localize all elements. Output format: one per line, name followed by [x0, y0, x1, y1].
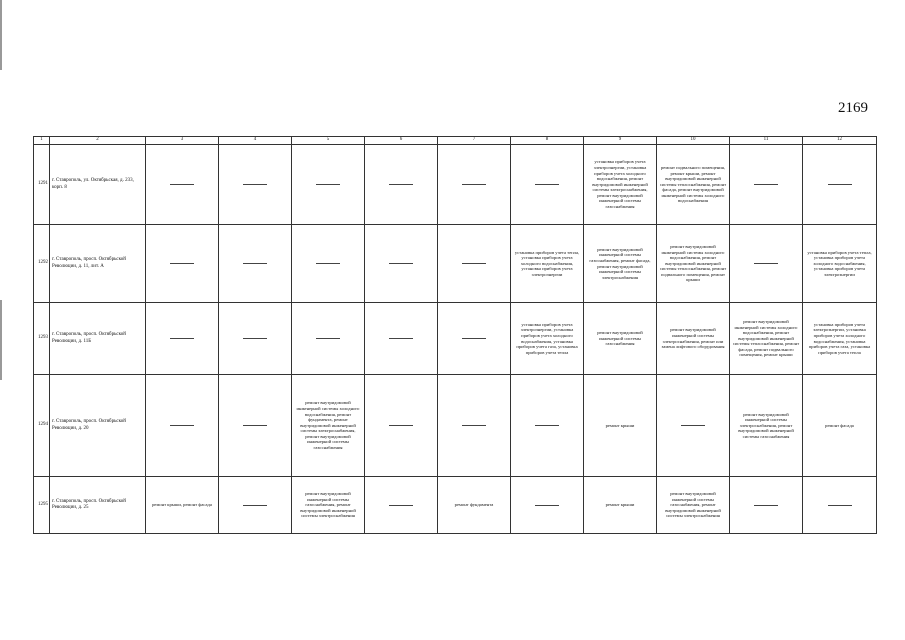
dash-line	[243, 184, 267, 185]
row-number: 1294	[34, 375, 50, 477]
dash-line	[243, 263, 267, 264]
dash-line	[754, 184, 778, 185]
column-number-cell: 7	[438, 137, 511, 145]
empty-dash-cell	[292, 145, 365, 225]
column-number-cell: 4	[219, 137, 292, 145]
dash-line	[170, 263, 194, 264]
empty-dash-cell	[438, 303, 511, 375]
empty-dash-cell	[730, 225, 803, 303]
column-number-cell: 2	[50, 137, 146, 145]
empty-dash-cell	[511, 375, 584, 477]
scan-edge-middle	[0, 300, 2, 380]
dash-line	[535, 184, 559, 185]
empty-dash-cell	[438, 375, 511, 477]
column-number-cell: 3	[146, 137, 219, 145]
dash-line	[389, 263, 413, 264]
column-number-row	[34, 137, 877, 145]
dash-line	[316, 338, 340, 339]
work-type-cell: установка приборов учета тепла, установка приборов учета холодного водоснабжения, установка приборов учета электроэнергии	[803, 225, 877, 303]
dash-line	[462, 338, 486, 339]
empty-dash-cell	[438, 225, 511, 303]
work-type-cell: ремонт фундамента	[438, 477, 511, 534]
column-number-cell: 12	[803, 137, 877, 145]
column-number-cell: 10	[657, 137, 730, 145]
dash-line	[170, 338, 194, 339]
empty-dash-cell	[511, 145, 584, 225]
empty-dash-cell	[365, 477, 438, 534]
work-type-cell: установка приборов учета тепла, установка приборов учета холодного водоснабжения, установка приборов учета электроэнергии	[511, 225, 584, 303]
dash-line	[316, 184, 340, 185]
address-cell: г. Ставрополь, просп. Октябрьской Революции, д. 11Б	[50, 303, 146, 375]
row-number: 1295	[34, 477, 50, 534]
empty-dash-cell	[438, 145, 511, 225]
table-row	[34, 375, 877, 477]
empty-dash-cell	[365, 145, 438, 225]
dash-line	[535, 425, 559, 426]
empty-dash-cell	[146, 375, 219, 477]
address-cell: г. Ставрополь, просп. Октябрьской Революции, д. 11, лит. А	[50, 225, 146, 303]
scan-edge-top	[0, 0, 2, 70]
work-type-cell: ремонт внутридомовой инженерной системы холодного водоснабжения, ремонт внутридомовой инженерной системы теплоснабжения, ремонт фасада, ремонт подвального помещения, ремонт крыши	[730, 303, 803, 375]
empty-dash-cell	[730, 145, 803, 225]
work-type-cell: ремонт внутридомовой инженерной системы электроснабжения, ремонт или замена лифтового оборудования	[657, 303, 730, 375]
empty-dash-cell	[365, 303, 438, 375]
empty-dash-cell	[803, 477, 877, 534]
dash-line	[828, 184, 852, 185]
dash-line	[389, 184, 413, 185]
work-type-cell: ремонт внутридомовой инженерной системы холодного водоснабжения, ремонт внутридомовой инженерной системы теплоснабжения, ремонт подвального помещения, ремонт крыши	[657, 225, 730, 303]
empty-dash-cell	[365, 225, 438, 303]
work-type-cell: ремонт внутридомовой инженерной системы холодного водоснабжения, ремонт фундамента, ремонт внутридомовой инженерной системы электроснабжения, ремонт внутридомовой инженерной системы газоснабжения	[292, 375, 365, 477]
empty-dash-cell	[219, 375, 292, 477]
dash-line	[462, 263, 486, 264]
dash-line	[681, 425, 705, 426]
register-table	[33, 136, 877, 534]
column-number-cell: 8	[511, 137, 584, 145]
empty-dash-cell	[146, 225, 219, 303]
dash-line	[389, 338, 413, 339]
dash-line	[170, 425, 194, 426]
dash-line	[243, 338, 267, 339]
address-cell: г. Ставрополь, просп. Октябрьской Революции, д. 25	[50, 477, 146, 534]
table-row	[34, 225, 877, 303]
dash-line	[243, 425, 267, 426]
dash-line	[462, 425, 486, 426]
row-number: 1293	[34, 303, 50, 375]
dash-line	[389, 505, 413, 506]
address-cell: г. Ставрополь, ул. Октябрьская, д. 233, корп. 8	[50, 145, 146, 225]
column-number-cell: 9	[584, 137, 657, 145]
column-number-cell: 11	[730, 137, 803, 145]
work-type-cell: ремонт внутридомовой инженерной системы электроснабжения, ремонт внутридомовой инженерной системы газоснабжения	[730, 375, 803, 477]
work-type-cell: ремонт крыши, ремонт фасада	[146, 477, 219, 534]
empty-dash-cell	[292, 225, 365, 303]
work-type-cell: ремонт внутридомовой инженерной системы газоснабжения, ремонт внутридомовой инженерной системы электроснабжения	[292, 477, 365, 534]
dash-line	[170, 184, 194, 185]
row-number: 1291	[34, 145, 50, 225]
register-table-body	[34, 137, 877, 534]
empty-dash-cell	[365, 375, 438, 477]
empty-dash-cell	[292, 303, 365, 375]
dash-line	[754, 263, 778, 264]
dash-line	[828, 505, 852, 506]
empty-dash-cell	[730, 477, 803, 534]
table-row	[34, 477, 877, 534]
row-number: 1292	[34, 225, 50, 303]
empty-dash-cell	[803, 145, 877, 225]
dash-line	[316, 263, 340, 264]
work-type-cell: ремонт крыши	[584, 375, 657, 477]
empty-dash-cell	[146, 145, 219, 225]
page-number: 2169	[838, 100, 868, 116]
dash-line	[243, 505, 267, 506]
empty-dash-cell	[511, 477, 584, 534]
work-type-cell: ремонт внутридомовой инженерной системы газоснабжения	[584, 303, 657, 375]
table-row	[34, 303, 877, 375]
column-number-cell: 6	[365, 137, 438, 145]
work-type-cell: установка приборов учета электроэнергии, установка приборов учета холодного водоснабжения, установка приборов учета газа, установка приборов учета тепла	[803, 303, 877, 375]
empty-dash-cell	[219, 225, 292, 303]
work-type-cell: ремонт крыши	[584, 477, 657, 534]
empty-dash-cell	[146, 303, 219, 375]
address-cell: г. Ставрополь, просп. Октябрьской Революции, д. 20	[50, 375, 146, 477]
work-type-cell: ремонт внутридомовой инженерной системы газоснабжения, ремонт фасада, ремонт внутридомовой инженерной системы электроснабжения	[584, 225, 657, 303]
empty-dash-cell	[657, 375, 730, 477]
work-type-cell: ремонт внутридомовой инженерной системы газоснабжения, ремонт внутридомовой инженерной системы электроснабжения	[657, 477, 730, 534]
dash-line	[535, 505, 559, 506]
empty-dash-cell	[219, 477, 292, 534]
dash-line	[754, 505, 778, 506]
work-type-cell: установка приборов учета электроэнергии, установка приборов учета холодного водоснабжения, ремонт внутридомовой инженерной системы электроснабжения, ремонт внутридомовой инженерной системы газоснабжения	[584, 145, 657, 225]
dash-line	[389, 425, 413, 426]
work-type-cell: ремонт фасада	[803, 375, 877, 477]
column-number-cell: 5	[292, 137, 365, 145]
dash-line	[462, 184, 486, 185]
empty-dash-cell	[219, 145, 292, 225]
work-type-cell: ремонт подвального помещения, ремонт крыши, ремонт внутридомовой инженерной системы теплоснабжения, ремонт фасада, ремонт внутридомовой инженерной системы холодного водоснабжения	[657, 145, 730, 225]
empty-dash-cell	[219, 303, 292, 375]
work-type-cell: установка приборов учета электроэнергии, установка приборов учета холодного водоснабжения, установка приборов учета газа, установка приборов учета тепла	[511, 303, 584, 375]
column-number-cell: 1	[34, 137, 50, 145]
table-row	[34, 145, 877, 225]
